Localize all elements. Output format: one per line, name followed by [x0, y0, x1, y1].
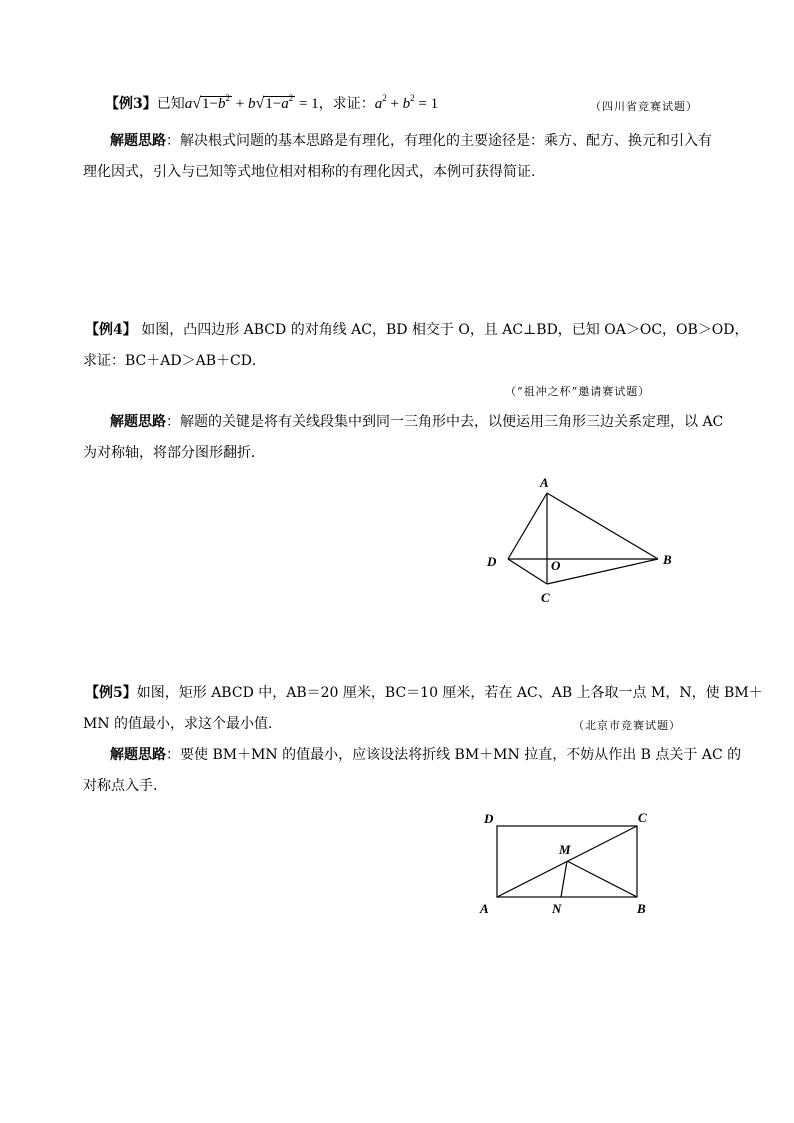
- segment-bc: [547, 559, 658, 584]
- label-b: B: [663, 552, 672, 567]
- label-a: A: [540, 475, 549, 490]
- example-5-statement-line2: MN 的值最小，求这个最小值.: [83, 716, 273, 732]
- example-4-hint-line1: 解题思路：解题的关键是将有关线段集中到同一三角形中去，以便运用三角形三边关系定理，以 AC: [110, 414, 724, 430]
- example-3-hint-line2: 理化因式，引入与已知等式地位相对相称的有理化因式，本例可获得简证．: [83, 164, 545, 180]
- example-3-tag: 【例3】: [105, 96, 157, 112]
- label-a: A: [480, 901, 489, 916]
- example-3-goal: $a^2 + b^2 = 1$: [374, 93, 439, 112]
- label-n: N: [552, 901, 562, 916]
- example-3-prove: ，求证：: [318, 96, 375, 112]
- example-3-source: （四川省竞赛试题）: [590, 100, 698, 113]
- label-m: M: [559, 842, 571, 857]
- segment-mn: [561, 861, 567, 897]
- label-d: D: [487, 554, 497, 569]
- example-4-statement-line2: 求证：BC＋AD＞AB＋CD．: [83, 353, 266, 369]
- example-5-hint-line1: 解题思路：要使 BM＋MN 的值最小，应该设法将折线 BM＋MN 拉直，不妨从作出 B 点关于 AC 的: [110, 747, 742, 763]
- quadrilateral-abcd: [508, 493, 658, 584]
- example-5-hint-line2: 对称点入手.: [83, 778, 158, 794]
- segment-cd: [508, 559, 547, 584]
- example-4-tag: 【例4】: [85, 322, 137, 338]
- label-b: B: [637, 901, 646, 916]
- example-4-statement-line1: 【例4】 如图，凸四边形 ABCD 的对角线 AC，BD 相交于 O，且 AC⊥BD，已知 OA＞OC，OB＞OD，: [85, 322, 749, 338]
- example-5-hint-label: 解题思路: [110, 747, 166, 763]
- example-4-source: （“祖冲之杯”邀请赛试题）: [505, 385, 651, 398]
- example-5-tag: 【例5】: [85, 685, 137, 701]
- label-c: C: [541, 590, 550, 605]
- example-3-statement: [105, 94, 438, 114]
- rectangle-outline: [497, 826, 637, 897]
- label-o: O: [551, 558, 561, 573]
- segment-bm: [567, 861, 637, 897]
- label-d: D: [484, 811, 494, 826]
- diagonal-ac: [497, 826, 637, 897]
- example-3-given: 已知: [156, 96, 185, 112]
- rectangle-abcd: [497, 826, 637, 897]
- example-4-hint-label: 解题思路: [110, 414, 166, 430]
- example-5-source: （北京市竞赛试题）: [573, 719, 681, 732]
- example-3-hint-label: 解题思路: [110, 133, 166, 149]
- example-5-statement-line1: 【例5】如图，矩形 ABCD 中，AB＝20 厘米，BC＝10 厘米，若在 AC、AB 上各取一点 M，N，使 BM＋: [85, 685, 763, 701]
- segment-ab: [547, 493, 658, 559]
- example-4-hint-line2: 为对称轴，将部分图形翻折．: [83, 445, 265, 461]
- example-3-formula: $a√1-b^2 + b√1-a^2 = 1$: [184, 93, 319, 112]
- segment-da: [508, 493, 547, 559]
- label-c: C: [638, 810, 647, 825]
- example-3-hint-line1: 解题思路：解决根式问题的基本思路是有理化，有理化的主要途径是：乘方、配方、换元和引入有: [110, 133, 712, 149]
